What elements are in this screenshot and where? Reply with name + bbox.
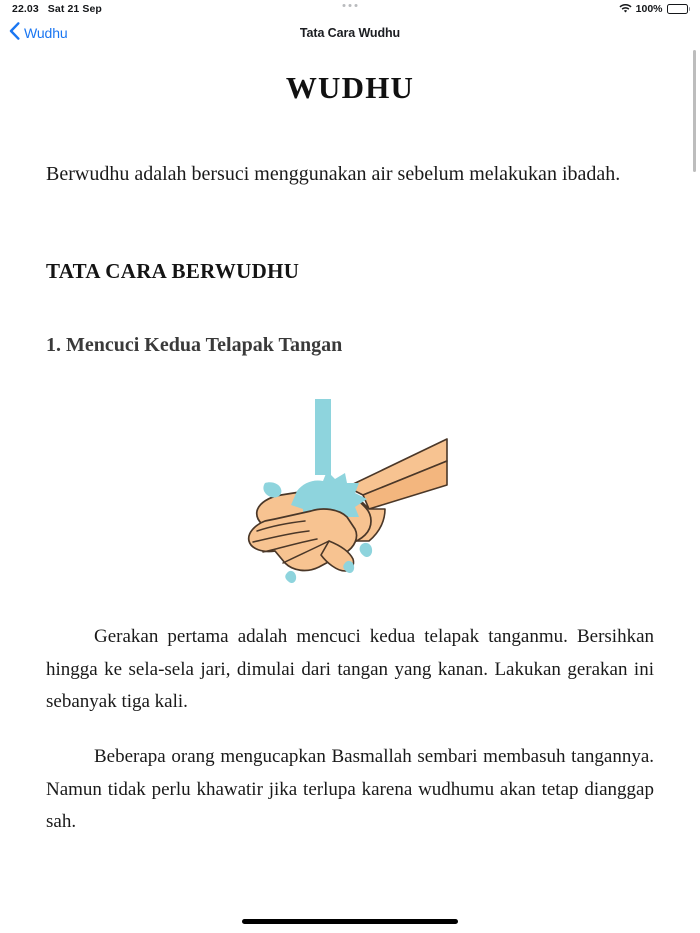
multitasking-dots-icon[interactable] xyxy=(343,4,358,7)
document-heading: WUDHU xyxy=(285,70,415,105)
vertical-scrollbar[interactable] xyxy=(693,50,696,172)
body-paragraph-1: Gerakan pertama adalah mencuci kedua telapak tanganmu. Bersihkan hingga ke sela-sela jari, dimulai dari tangan yang kanan. Lakukan gerakan ini sebanyak tiga kali. xyxy=(46,626,654,713)
figure-container xyxy=(46,391,654,587)
status-date: Sat 21 Sep xyxy=(47,3,102,15)
intro-paragraph: Berwudhu adalah bersuci menggunakan air sebelum melakukan ibadah. xyxy=(46,163,621,185)
status-bar-left xyxy=(12,3,102,15)
body-paragraphs xyxy=(46,621,654,839)
back-button-label: Wudhu xyxy=(24,25,68,41)
washing-hands-illustration xyxy=(235,391,465,587)
status-bar-right xyxy=(619,3,690,16)
page-title: Tata Cara Wudhu xyxy=(299,26,401,40)
wifi-icon xyxy=(619,3,632,16)
status-time: 22.03 xyxy=(12,3,39,15)
battery-percent-label: 100% xyxy=(635,3,663,15)
body-paragraph-2: Beberapa orang mengucapkan Basmallah sembari membasuh tangannya. Namun tidak perlu khawatir jika terlupa karena wudhumu akan tetap dianggap sah. xyxy=(46,746,654,833)
status-bar xyxy=(0,0,700,18)
section-heading: TATA CARA BERWUDHU xyxy=(46,259,300,283)
navigation-bar xyxy=(0,18,700,48)
home-indicator[interactable] xyxy=(242,919,458,924)
step-heading: 1. Mencuci Kedua Telapak Tangan xyxy=(46,334,343,356)
battery-icon xyxy=(667,4,691,14)
chevron-left-icon xyxy=(9,22,20,45)
back-button[interactable] xyxy=(0,22,68,45)
document-content xyxy=(0,70,700,839)
